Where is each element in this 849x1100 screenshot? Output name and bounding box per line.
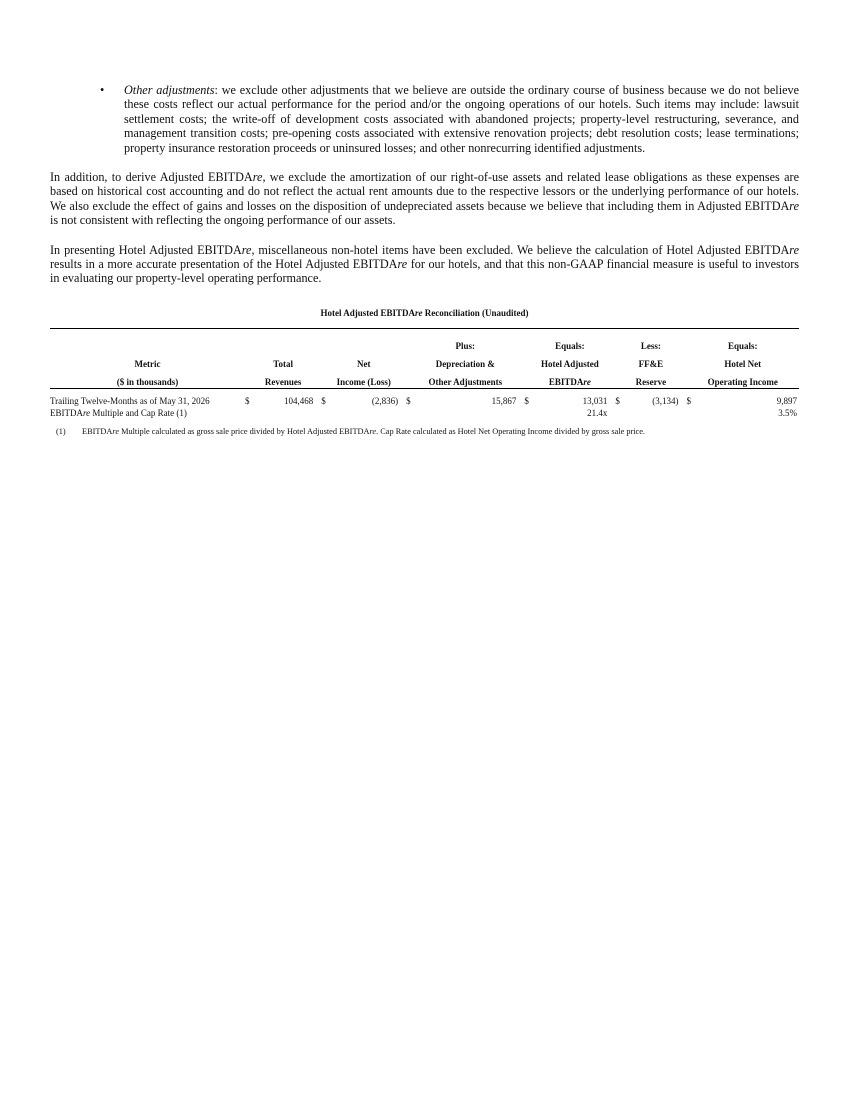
header-units: ($ in thousands): [50, 369, 245, 389]
footnote-text-c: Multiple calculated as gross sale price divided by Hotel Adjusted EBITDA: [119, 426, 370, 436]
paragraph2-text-c: , we exclude the amortization of our right-of-use assets and related lease obligations as these expenses are based on historical cost accounting and do not reflect the actual rent amounts due to the respective lessors or the underlying performance of our hotels. We also exclude the effect of gains and losses on the disposition of undepreciated assets because we believe that including them in Adjusted EBITDA: [50, 170, 800, 213]
cell-noi: 9,897: [776, 395, 797, 406]
footnote-text-d: re: [369, 426, 377, 436]
paragraph3-text-d: re: [789, 242, 799, 257]
header-hae-1: Hotel Adjusted: [541, 358, 599, 369]
paragraph3-text-g: for our hotels, and that this non-GAAP financial measure is useful to investors in evaluating our property-level operating performance.: [50, 257, 799, 286]
currency-sign: $: [245, 395, 250, 406]
header-hae-2b: re: [583, 376, 591, 387]
header-noi-equals: Equals:: [727, 340, 758, 351]
footnote-number: (1): [56, 426, 66, 436]
cell-revenues: 104,468: [284, 395, 314, 406]
currency-sign: $: [615, 395, 620, 406]
cell-ebitdare-multiple: 21.4x: [587, 407, 608, 418]
bullet-other-adjustments: [50, 83, 799, 155]
row-label: [50, 407, 245, 419]
header-depr-plus: Plus:: [455, 340, 476, 351]
currency-sign: $: [321, 395, 326, 406]
table-title: [50, 308, 799, 318]
row-label-a: EBITDA: [50, 407, 83, 418]
currency-sign: $: [406, 395, 411, 406]
bullet-text: : we exclude other adjustments that we believe are outside the ordinary course of business because we do not believe these costs reflect our actual performance for the period and/or the ongoing operations of our hotels. Such items may include: lawsuit settlement costs; the write-off of development costs associated with abandoned projects; property-level restructuring, severance, and management transition costs; pre-opening costs associated with extensive renovation projects; debt resolution costs; lease terminations; property insurance restoration proceeds or uninsured losses; and other nonrecurring identified adjustments.: [124, 83, 799, 155]
header-hae-equals: Equals:: [555, 340, 585, 351]
header-ffe-1: FF&E: [638, 358, 664, 369]
paragraph2-text-b: re: [252, 170, 263, 185]
paragraph3-text-a: In presenting Hotel Adjusted EBITDA: [50, 242, 242, 257]
table-row: [50, 407, 799, 419]
paragraph-adjusted-ebitdare: [50, 170, 799, 228]
paragraph3-text-f: re: [397, 257, 408, 272]
table-row: [50, 395, 799, 407]
paragraph3-text-e: results in a more accurate presentation of the Hotel Adjusted EBITDA: [50, 257, 398, 272]
cell-net-income: (2,836): [371, 395, 399, 406]
paragraph-hotel-adjusted-ebitdare: [50, 243, 799, 286]
footnote-text-b: re: [112, 426, 120, 436]
header-ffe-2: Reserve: [615, 369, 686, 389]
footnote-text-a: EBITDA: [82, 426, 113, 436]
header-hae-2: [524, 369, 615, 389]
cell-ffe-reserve: (3,134): [652, 395, 679, 406]
paragraph2-text-e: is not consistent with reflecting the ongoing performance of our assets.: [50, 213, 396, 228]
header-depr-1: Depreciation &: [435, 358, 495, 369]
row-label-c: Multiple and Cap Rate (1): [90, 407, 187, 418]
header-revenues-2: Revenues: [245, 369, 321, 389]
header-row-1: [50, 329, 799, 351]
paragraph2-text-a: In addition, to derive Adjusted EBITDA: [50, 170, 253, 185]
table-title-a: Hotel Adjusted EBITDA: [320, 307, 415, 318]
header-revenues-1: Total: [273, 358, 293, 369]
table-title-b: re: [415, 307, 423, 318]
bullet-label: Other adjustments: [124, 83, 215, 97]
cell-hotel-adj-ebitdare: 13,031: [582, 395, 608, 406]
cell-cap-rate: 3.5%: [778, 407, 797, 418]
paragraph3-text-c: , miscellaneous non-hotel items have been excluded. We believe the calculation of Hotel Adjusted EBITDA: [251, 242, 790, 257]
header-noi-2: Operating Income: [686, 369, 799, 389]
header-net-income-1: Net: [356, 358, 371, 369]
document-page: [50, 83, 799, 436]
bullet-icon: •: [100, 83, 105, 97]
currency-sign: $: [686, 395, 691, 406]
paragraph3-text-b: re: [241, 242, 252, 257]
header-ffe-less: Less:: [640, 340, 661, 351]
reconciliation-table: [50, 329, 799, 419]
paragraph2-text-d: re: [789, 198, 799, 213]
header-row-3: [50, 369, 799, 389]
row-label-b: re: [83, 407, 91, 418]
footnote-text-e: . Cap Rate calculated as Hotel Net Operating Income divided by gross sale price.: [376, 426, 645, 436]
table-title-c: Reconciliation (Unaudited): [422, 307, 529, 318]
currency-sign: $: [524, 395, 529, 406]
header-row-2: [50, 351, 799, 369]
cell-depreciation: 15,867: [491, 395, 517, 406]
header-hae-2a: EBITDA: [548, 376, 584, 387]
header-noi-1: Hotel Net: [724, 358, 762, 369]
table-footnote: [50, 427, 799, 436]
row-label: Trailing Twelve-Months as of May 31, 2026: [50, 395, 210, 406]
header-depr-2: Other Adjustments: [406, 369, 524, 389]
header-net-income-2: Income (Loss): [321, 369, 406, 389]
header-metric: Metric: [134, 358, 161, 369]
